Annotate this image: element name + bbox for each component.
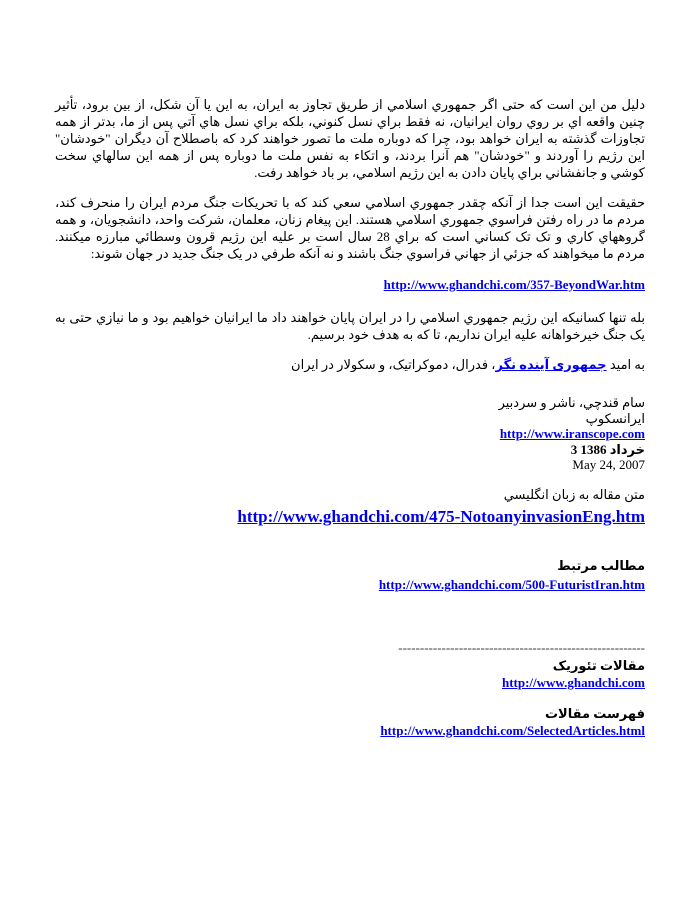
- ghandchi-home-link[interactable]: http://www.ghandchi.com: [501, 674, 645, 690]
- related-section: [55, 557, 645, 593]
- publication-line: ایرانسکوپ: [585, 410, 645, 426]
- paragraph-3: بله تنها کسانیکه این رژیم جمهوري اسلامي را در ایران پایان خواهند داد ما ایرانیان خواهیم بود و ما نیازي حتی به یک جنگ خیرخواهانه علیه ایران نداریم، تا که به هدف خود برسیم.: [55, 310, 645, 342]
- english-version-section: [55, 486, 645, 528]
- related-link-line: [55, 576, 645, 593]
- hope-line-prefix: به امید: [606, 357, 645, 372]
- english-version-link-line: [55, 506, 645, 528]
- english-version-label: متن مقاله به زبان انگلیسي: [503, 486, 645, 502]
- author-line: سام قندچي، ناشر و سردبیر: [498, 395, 645, 410]
- beyond-war-link[interactable]: http://www.ghandchi.com/357-BeyondWar.htm: [383, 277, 645, 292]
- persian-date: 3 خرداد 1386: [570, 441, 645, 457]
- beyond-war-link-line: [55, 276, 645, 293]
- paragraph-2: حقیقت این است جدا از آنکه چقدر جمهوري اسلامي سعي کند که با تحریکات جنگ مردم ایران را منحرف کند، مردم ما در راه رفتن فراسوي جمهوري اسلامي هستند. این پیغام زنان، معلمان، شرکت واحد، دانشجویان، و همه گروههاي کاري و تک تک کساني است که براي 28 سال است بر علیه این رژیم قرون وسطائي مبارزه میکنند. مردم ما میخواهند که جزئي از جهاني فراسوي جنگ باشند و نه آنکه طرفي در یک جنگ جدید در جهان شوند:: [55, 195, 645, 261]
- articles-index-label: فهرست مقالات: [544, 705, 645, 721]
- english-version-link[interactable]: http://www.ghandchi.com/475-NotoanyinvasionEng.htm: [237, 506, 645, 526]
- selected-articles-link[interactable]: http://www.ghandchi.com/SelectedArticles.html: [380, 722, 645, 738]
- hope-line-suffix: ، فدرال، دموکراتیک، و سکولار در ایران: [291, 357, 496, 372]
- signature-block: [55, 395, 645, 473]
- english-date: May 24, 2007: [572, 457, 645, 472]
- paragraph-1: دلیل من این است که حتی اگر جمهوري اسلامي از طریق تجاوز به ایران، به این یا آن شکل، از بین برود، تأثیر چنین واقعه اي بر روي روان ایرانیان، نه فقط براي نسل کنوني، بلکه براي نسل هاي آتي پس از ما، بدتر از همه تجاوزات گذشته به ایران خواهد بود، چرا که دوباره ملت ما تصور خواهند کرد که باصطلاح آن دیگران "خودشان" این رژیم را آوردند و "خودشان" هم آنرا بردند، و اتکاء به نفس ملت ما دوباره پس از همه این سالهاي سخت کوشي و جانفشاني براي پایان دادن به این رژیم اسلامي، بر باد خواهد رفت.: [55, 97, 645, 180]
- theoretical-articles-label: مقالات تئوریک: [552, 657, 645, 673]
- futurist-republic-link[interactable]: جمهوری آینده نگر: [495, 357, 607, 372]
- iranscope-link[interactable]: http://www.iranscope.com: [499, 426, 645, 441]
- related-link[interactable]: http://www.ghandchi.com/500-FuturistIran.htm: [378, 576, 645, 592]
- dashed-divider: ---------------------------------------------------------: [398, 639, 645, 655]
- related-label: مطالب مرتبط: [557, 557, 645, 573]
- ghandchi-home-link-line: [55, 674, 645, 691]
- selected-articles-link-line: [55, 722, 645, 739]
- hope-line: [55, 356, 645, 373]
- footer-section: [55, 640, 645, 739]
